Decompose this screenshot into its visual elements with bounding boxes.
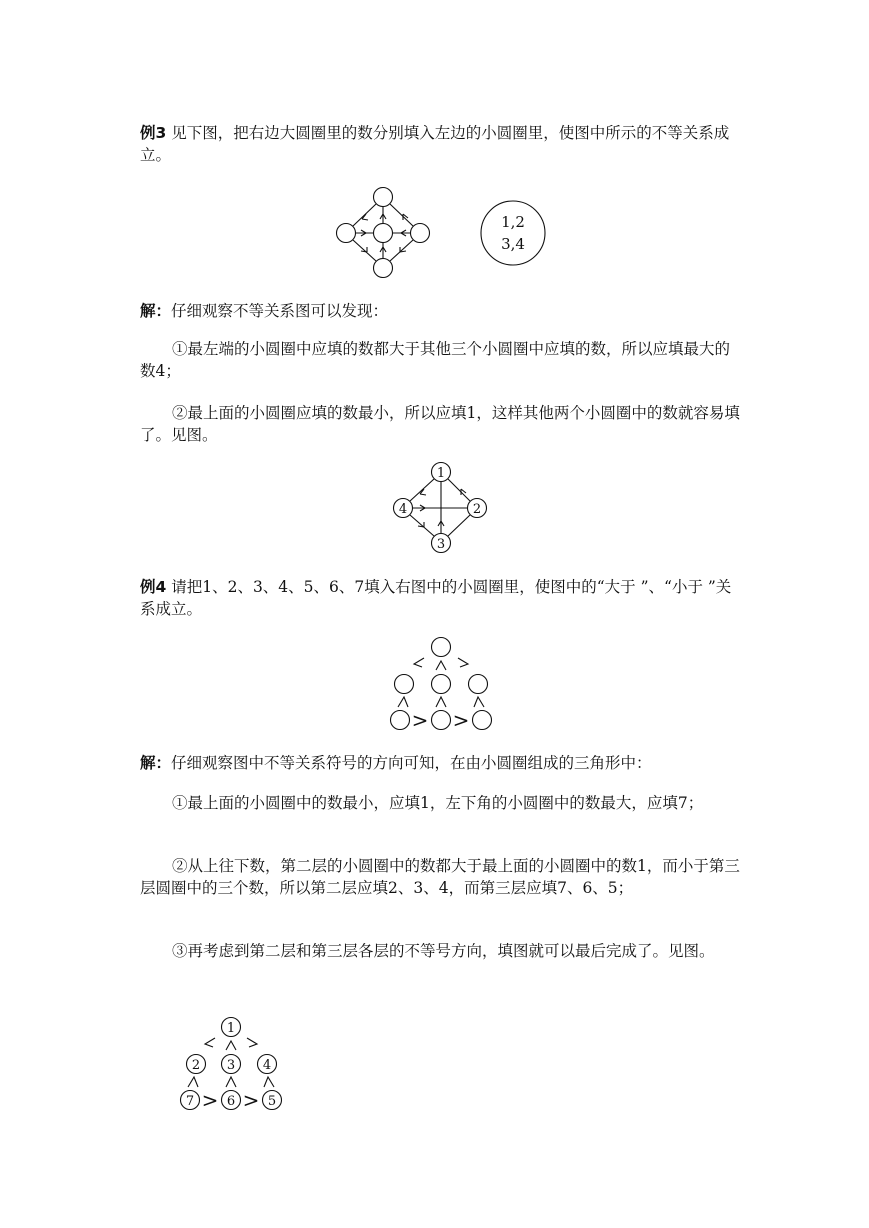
answer-left: 4	[398, 502, 408, 517]
example-3-label: 例3	[140, 124, 167, 142]
answer-top: 1	[436, 466, 446, 481]
solution-3-label: 解：	[140, 302, 172, 320]
example-4-body: 请把1、2、3、4、5、6、7填入右图中的小圆圈里，使图中的“大于 ”、“小于 ”关系成立。	[140, 578, 732, 618]
solution-3-point-2: ②最上面的小圆圈应填的数最小，所以应填1，这样其他两个小圆圈中的数就容易填了。见图。	[140, 404, 740, 444]
answer4-mid-3: 4	[262, 1058, 272, 1073]
solution-4-point-3: ③再考虑到第二层和第三层各层的不等号方向，填图就可以最后完成了。见图。	[172, 942, 715, 960]
solution-4-point-1: ①最上面的小圆圈中的数最小，应填1，左下角的小圆圈中的数最大，应填7；	[172, 794, 704, 812]
answer4-top: 1	[226, 1021, 236, 1036]
example-4-label: 例4	[140, 578, 167, 596]
big-circle-line-1: 1,2	[501, 213, 525, 231]
answer4-gt-1: >	[201, 1088, 219, 1112]
answer4-bottom-2: 6	[226, 1094, 236, 1109]
solution-4-label: 解：	[140, 754, 172, 772]
answer-right: 2	[472, 502, 482, 517]
gt-sign-2: >	[452, 708, 470, 732]
answer-bottom: 3	[436, 537, 446, 552]
solution-4-point-2: ②从上往下数，第二层的小圆圈中的数都大于最上面的小圆圈中的数1，而小于第三层圆圈中的三个数，所以第二层应填2、3、4，而第三层应填7、6、5；	[140, 857, 740, 897]
solution-3-body: 仔细观察不等关系图可以发现：	[171, 302, 389, 320]
example-3-body: 见下图，把右边大圆圈里的数分别填入左边的小圆圈里，使图中所示的不等关系成立。	[140, 124, 730, 164]
solution-4-body: 仔细观察图中不等关系符号的方向可知，在由小圆圈组成的三角形中：	[171, 754, 652, 772]
answer4-mid-2: 3	[226, 1058, 236, 1073]
answer4-mid-1: 2	[191, 1058, 201, 1073]
solution-3-point-1: ①最左端的小圆圈中应填的数都大于其他三个小圆圈中应填的数，所以应填最大的数4；	[140, 340, 731, 380]
answer4-bottom-3: 5	[267, 1094, 277, 1109]
answer4-bottom-1: 7	[185, 1094, 195, 1109]
gt-sign-1: >	[411, 708, 429, 732]
big-circle-line-2: 3,4	[501, 235, 525, 253]
answer4-gt-2: >	[242, 1088, 260, 1112]
